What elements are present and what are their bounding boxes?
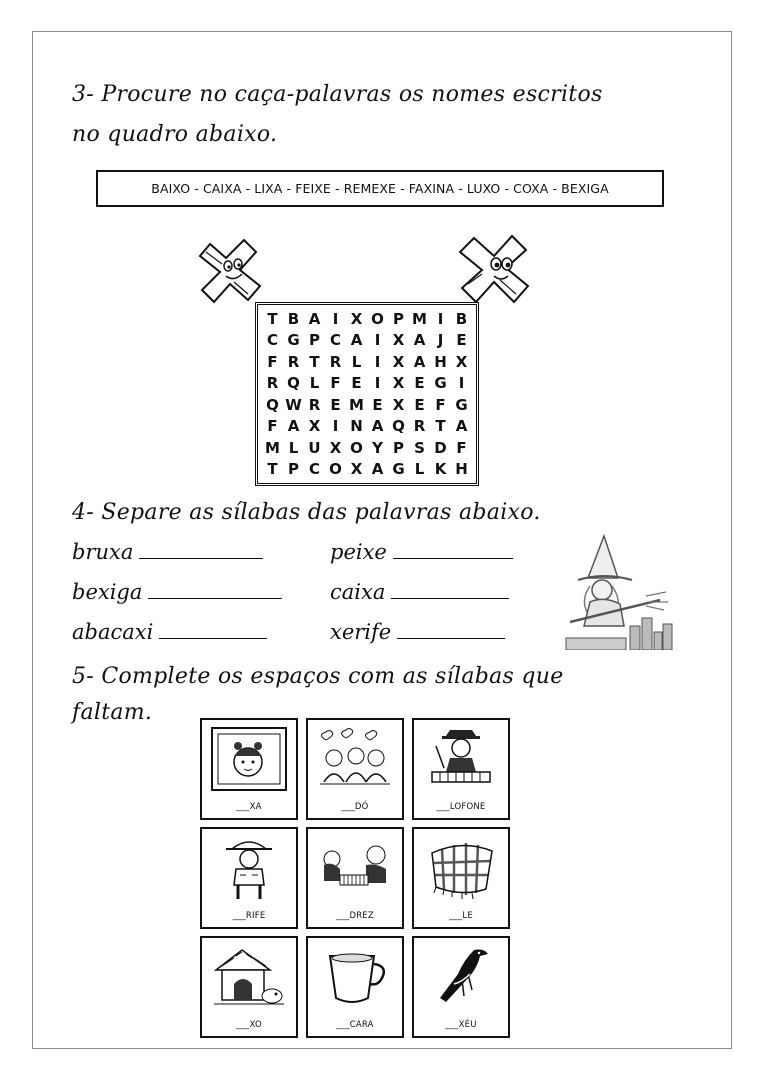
answer-line[interactable] <box>391 597 509 599</box>
grid-letter: R <box>266 374 279 393</box>
grid-letter: M <box>412 309 427 328</box>
card-label: ___DÓ <box>341 802 369 812</box>
grid-letter: T <box>309 352 320 371</box>
syllable-item-xerife <box>330 620 505 644</box>
grid-letter: M <box>265 438 280 457</box>
grid-letter: C <box>266 331 278 350</box>
grid-letter: F <box>456 438 467 457</box>
grid-letter: X <box>308 417 321 436</box>
picture-cards-grid <box>200 718 510 1038</box>
grid-letter: A <box>455 417 468 436</box>
grid-letter: F <box>435 395 446 414</box>
syllable-word: bruxa <box>72 540 134 564</box>
grid-letter: A <box>287 417 300 436</box>
syllable-word: abacaxi <box>72 620 154 644</box>
exercise3-instruction-line2: no quadro abaixo. <box>72 122 278 147</box>
grid-letter: X <box>350 309 363 328</box>
grid-letter: Q <box>287 374 300 393</box>
children-playing-icon <box>316 726 394 792</box>
grid-letter: E <box>330 395 341 414</box>
grid-letter: O <box>350 438 363 457</box>
grid-letter: S <box>414 438 425 457</box>
grid-letter: R <box>329 352 342 371</box>
grid-letter: X <box>329 438 342 457</box>
word-search-grid <box>255 302 479 486</box>
grid-letter: M <box>349 395 364 414</box>
doghouse-icon <box>210 944 288 1010</box>
grid-letter: Q <box>392 417 405 436</box>
grid-letter: I <box>332 309 339 328</box>
picture-card <box>412 827 510 929</box>
grid-letter: D <box>434 438 447 457</box>
card-label: ___DREZ <box>336 911 374 921</box>
grid-letter: O <box>371 309 384 328</box>
grid-letter: E <box>456 331 467 350</box>
grid-letter: N <box>350 417 363 436</box>
word-list-box <box>96 170 664 207</box>
grid-letter: E <box>351 374 362 393</box>
grid-letter: C <box>329 331 341 350</box>
grid-letter: A <box>371 460 384 479</box>
grid-letter: P <box>393 309 404 328</box>
x-character-left-icon <box>196 236 276 310</box>
syllable-word: xerife <box>330 620 392 644</box>
grid-letter: X <box>392 395 405 414</box>
grid-letter: O <box>329 460 342 479</box>
grid-letter: I <box>374 374 381 393</box>
grid-letter: P <box>309 331 320 350</box>
grid-letter: F <box>330 374 341 393</box>
picture-card <box>200 936 298 1038</box>
grid-letter: X <box>455 352 468 371</box>
grid-letter: G <box>392 460 405 479</box>
grid-letter: A <box>413 352 426 371</box>
grid-letter: I <box>437 309 444 328</box>
grid-letter: P <box>393 438 404 457</box>
exercise4-instruction: 4- Separe as sílabas das palavras abaixo. <box>72 500 541 525</box>
grid-letter: E <box>414 374 425 393</box>
checkered-shawl-icon <box>422 835 500 901</box>
answer-line[interactable] <box>393 557 513 559</box>
grid-letter: L <box>288 438 299 457</box>
grid-letter: I <box>458 374 465 393</box>
witch-on-broom-icon <box>560 530 674 650</box>
grid-letter: I <box>332 417 339 436</box>
grid-letter: L <box>351 352 362 371</box>
syllable-word: caixa <box>330 580 386 604</box>
syllable-word: peixe <box>330 540 387 564</box>
syllable-item-bruxa <box>72 540 263 564</box>
grid-letter: E <box>414 395 425 414</box>
grid-letter: R <box>413 417 426 436</box>
grid-letter: I <box>374 352 381 371</box>
grid-letter: A <box>308 309 321 328</box>
grid-letter: W <box>285 395 302 414</box>
syllable-item-caixa <box>330 580 509 604</box>
grid-letter: T <box>267 460 278 479</box>
syllable-item-abacaxi <box>72 620 267 644</box>
grid-letter: P <box>288 460 299 479</box>
exercise3-instruction-line1: 3- Procure no caça-palavras os nomes escritos <box>72 82 603 107</box>
grid-letter: Q <box>266 395 279 414</box>
exercise5-instruction-line2: faltam. <box>72 700 153 725</box>
grid-letter: A <box>350 331 363 350</box>
bird-icon <box>422 944 500 1010</box>
card-label: ___XA <box>236 802 262 812</box>
grid-letter: G <box>434 374 447 393</box>
grid-letter: X <box>392 331 405 350</box>
grid-letter: A <box>413 331 426 350</box>
grid-letter: F <box>267 417 278 436</box>
grid-letter: T <box>267 309 278 328</box>
grid-letter: J <box>437 331 444 350</box>
grid-letter: X <box>350 460 363 479</box>
sheriff-boy-icon <box>210 835 288 901</box>
grid-letter: H <box>434 352 447 371</box>
grid-letter: L <box>414 460 425 479</box>
grid-letter: C <box>308 460 320 479</box>
grid-letter: U <box>308 438 321 457</box>
picture-card <box>412 936 510 1038</box>
grid-letter: G <box>287 331 300 350</box>
picture-card <box>306 936 404 1038</box>
card-label: ___LE <box>449 911 473 921</box>
exercise5-instruction-line1: 5- Complete os espaços com as sílabas que <box>72 664 564 689</box>
syllable-word: bexiga <box>72 580 143 604</box>
grid-letter: X <box>392 352 405 371</box>
grid-letter: A <box>371 417 384 436</box>
answer-line[interactable] <box>159 637 267 639</box>
grid-letter: F <box>267 352 278 371</box>
card-label: ___RIFE <box>232 911 266 921</box>
picture-card <box>200 827 298 929</box>
grid-letter: R <box>287 352 300 371</box>
card-label: ___XÉU <box>445 1020 477 1030</box>
grid-letter: T <box>435 417 446 436</box>
grid-letter: R <box>308 395 321 414</box>
syllable-item-bexiga <box>72 580 282 604</box>
word-list: BAIXO - CAIXA - LIXA - FEIXE - REMEXE - FAXINA - LUXO - COXA - BEXIGA <box>151 181 609 196</box>
grid-letter: B <box>287 309 300 328</box>
grid-letter: E <box>372 395 383 414</box>
girl-at-window-icon <box>210 726 288 792</box>
card-label: ___XO <box>236 1020 262 1030</box>
x-character-right-icon <box>456 232 540 308</box>
syllable-item-peixe <box>330 540 513 564</box>
grid-letter: Y <box>372 438 383 457</box>
cup-icon <box>316 944 394 1010</box>
answer-line[interactable] <box>148 597 282 599</box>
picture-card <box>306 718 404 820</box>
card-label: ___LOFONE <box>436 802 486 812</box>
answer-line[interactable] <box>139 557 263 559</box>
grid-letter: K <box>434 460 447 479</box>
grid-letter: I <box>374 331 381 350</box>
answer-line[interactable] <box>397 637 505 639</box>
grid-letter: B <box>455 309 468 328</box>
xylophone-player-icon <box>422 726 500 792</box>
grid-letter: H <box>455 460 468 479</box>
grid-letter: G <box>455 395 468 414</box>
picture-card <box>200 718 298 820</box>
chess-players-icon <box>316 835 394 901</box>
grid-letter: X <box>392 374 405 393</box>
picture-card <box>412 718 510 820</box>
picture-card <box>306 827 404 929</box>
grid-letter: L <box>309 374 320 393</box>
card-label: ___CARA <box>336 1020 374 1030</box>
